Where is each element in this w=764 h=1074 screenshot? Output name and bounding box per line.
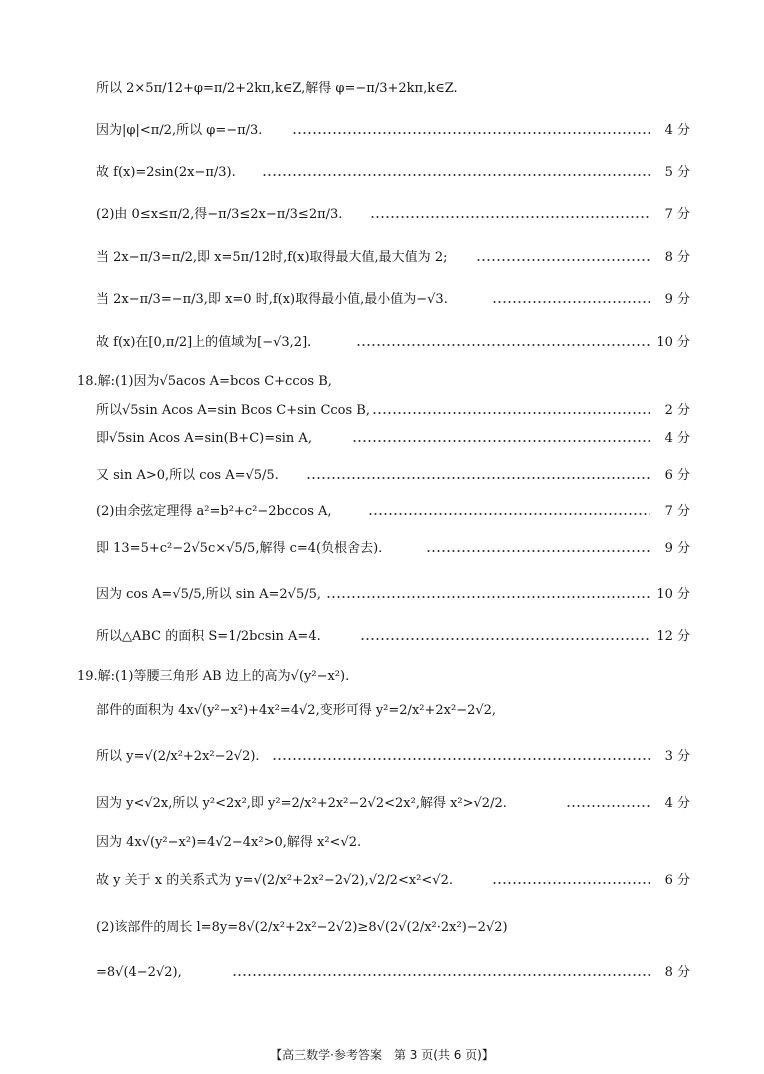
line-text: 即 13=5+c²−2√5c×√5/5,解得 c=4(负根舍去).	[96, 540, 383, 556]
dot-leader	[360, 638, 650, 640]
score-label: 7 分	[664, 503, 690, 519]
solution-line	[0, 907, 764, 947]
line-text: 故 f(x)在[0,π/2]上的值域为[−√3,2].	[96, 334, 312, 350]
line-text: 因为 cos A=√5/5,所以 sin A=2√5/5,	[96, 586, 322, 602]
solution-line	[0, 736, 764, 776]
line-text: 因为 4x√(y²−x²)=4√2−4x²>0,解得 x²<√2.	[96, 834, 362, 850]
dot-leader	[326, 596, 650, 598]
solution-line	[0, 455, 764, 495]
line-text: 部件的面积为 4x√(y²−x²)+4x²=4√2,变形可得 y²=2/x²+2x²−2√2,	[96, 702, 497, 718]
line-text: (2)由 0≤x≤π/2,得−π/3≤2x−π/3≤2π/3.	[96, 206, 343, 222]
solution-line	[0, 68, 764, 108]
score-label: 7 分	[664, 206, 690, 222]
line-text: 所以√5sin Acos A=sin Bcos C+sin Ccos B,	[96, 402, 370, 418]
line-text: 当 2x−π/3=−π/3,即 x=0 时,f(x)取得最小值,最小值为−√3.	[96, 291, 448, 307]
solution-line	[0, 152, 764, 192]
dot-leader	[352, 440, 650, 442]
dot-leader	[306, 477, 650, 479]
solution-line	[0, 952, 764, 992]
line-text: 19.解:(1)等腰三角形 AB 边上的高为√(y²−x²).	[77, 668, 350, 684]
score-label: 2 分	[664, 402, 690, 418]
score-label: 4 分	[664, 795, 690, 811]
line-text: 即√5sin Acos A=sin(B+C)=sin A,	[96, 430, 312, 446]
score-label: 6 分	[664, 467, 690, 483]
score-label: 9 分	[664, 540, 690, 556]
solution-line	[0, 822, 764, 862]
dot-leader	[492, 882, 650, 884]
line-text: 当 2x−π/3=π/2,即 x=5π/12时,f(x)取得最大值,最大值为 2;	[96, 249, 448, 265]
line-text: (2)由余弦定理得 a²=b²+c²−2bccos A,	[96, 503, 332, 519]
solution-line	[0, 279, 764, 319]
dot-leader	[272, 758, 650, 760]
line-text: 所以△ABC 的面积 S=1/2bcsin A=4.	[96, 628, 321, 644]
dot-leader	[492, 301, 650, 303]
score-label: 9 分	[664, 291, 690, 307]
line-text: 18.解:(1)因为√5acos A=bcos C+ccos B,	[77, 373, 332, 389]
score-label: 8 分	[664, 964, 690, 980]
line-text: 所以 y=√(2/x²+2x²−2√2).	[96, 748, 260, 764]
score-label: 3 分	[664, 748, 690, 764]
dot-leader	[372, 412, 650, 414]
dot-leader	[232, 974, 650, 976]
solution-line	[0, 783, 764, 823]
score-label: 10 分	[656, 334, 690, 350]
dot-leader	[476, 259, 650, 261]
score-label: 5 分	[664, 164, 690, 180]
score-label: 4 分	[664, 122, 690, 138]
dot-leader	[370, 216, 650, 218]
dot-leader	[292, 132, 650, 134]
solution-line	[0, 110, 764, 150]
solution-line	[0, 322, 764, 362]
dot-leader	[566, 805, 650, 807]
solution-line	[0, 860, 764, 900]
line-text: 又 sin A>0,所以 cos A=√5/5.	[96, 467, 279, 483]
line-text: 故 y 关于 x 的关系式为 y=√(2/x²+2x²−2√2),√2/2<x²<√2.	[96, 872, 453, 888]
dot-leader	[356, 344, 650, 346]
score-label: 12 分	[656, 628, 690, 644]
solution-line	[0, 194, 764, 234]
solution-line	[0, 616, 764, 656]
solution-line	[0, 418, 764, 458]
dot-leader	[262, 174, 650, 176]
solution-line	[0, 528, 764, 568]
page-footer: 【高三数学·参考答案 第 3 页(共 6 页)】	[270, 1048, 494, 1062]
score-label: 8 分	[664, 249, 690, 265]
line-text: 因为|φ|<π/2,所以 φ=−π/3.	[96, 122, 263, 138]
dot-leader	[368, 513, 650, 515]
solution-line	[0, 574, 764, 614]
score-label: 10 分	[656, 586, 690, 602]
solution-line	[0, 237, 764, 277]
line-text: 因为 y<√2x,所以 y²<2x²,即 y²=2/x²+2x²−2√2<2x²,解得 x²>√2/2.	[96, 795, 507, 811]
line-text: =8√(4−2√2),	[96, 964, 182, 980]
line-text: 所以 2×5π/12+φ=π/2+2kπ,k∈Z,解得 φ=−π/3+2kπ,k∈Z.	[96, 80, 458, 96]
solution-line	[0, 491, 764, 531]
score-label: 4 分	[664, 430, 690, 446]
dot-leader	[426, 550, 650, 552]
line-text: 故 f(x)=2sin(2x−π/3).	[96, 164, 236, 180]
line-text: (2)该部件的周长 l=8y=8√(2/x²+2x²−2√2)≥8√(2√(2/x²·2x²)−2√2)	[96, 919, 508, 935]
score-label: 6 分	[664, 872, 690, 888]
solution-line	[0, 690, 764, 730]
